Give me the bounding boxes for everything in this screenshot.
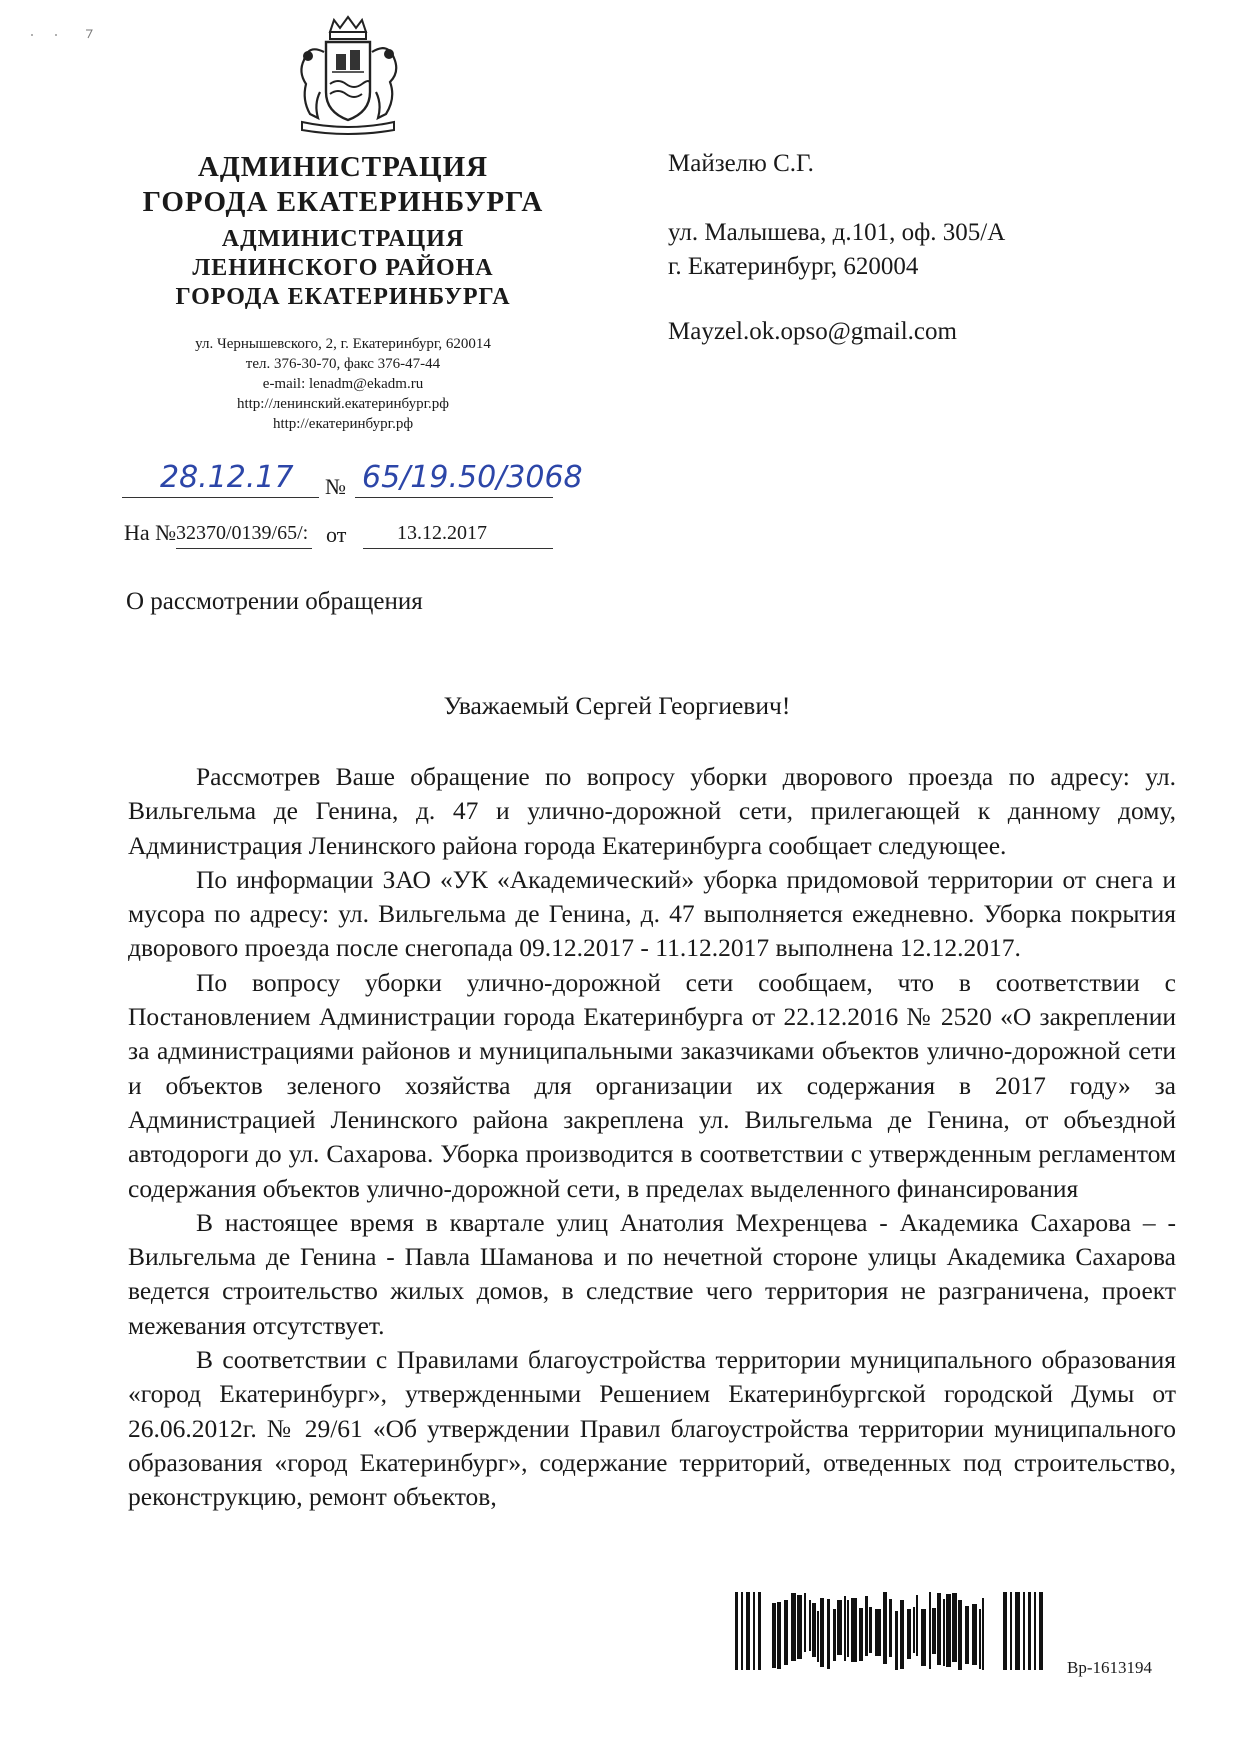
scan-mark <box>26 26 96 40</box>
body-paragraph-3: По вопросу уборки улично-дорожной сети сообщаем, что в соответствии с Постановлением Администрации города Екатеринбурга от 22.12.2016 № 2520 «О закреплении за администрациями районов и муниципальными заказчиками объектов улично-дорожной сети и объектов зеленого хозяйства для организации их содержания в 2017 году» за Администрацией Ленинского района закреплена ул. Вильгельма де Генина, от объездной автодороги до ул. Сахарова. Уборка производится в соответствии с утвержденным регламентом содержания объектов улично-дорожной сети, в пределах выделенного финансирования <box>128 967 1176 1203</box>
addressee-name: Майзелю С.Г. <box>668 150 814 177</box>
contact-email: e-mail: lenadm@ekadm.ru <box>262 376 424 392</box>
reply-number-underline <box>176 548 312 549</box>
date-underline <box>122 497 319 498</box>
org-sub-line-1: АДМИНИСТРАЦИЯ <box>221 226 465 252</box>
organization-name-district <box>108 225 578 312</box>
contact-phone: тел. 376-30-70, факс 376-47-44 <box>245 356 441 372</box>
letter-body <box>128 760 1176 1515</box>
letter-subject: О рассмотрении обращения <box>126 588 423 615</box>
contact-site-district: http://ленинский.екатеринбург.рф <box>236 396 450 412</box>
addressee-city: г. Екатеринбург, 620004 <box>668 253 919 280</box>
reply-prefix: На № <box>124 520 177 545</box>
body-paragraph-5: В соответствии с Правилами благоустройства территории муниципального образования «город Екатеринбург», утвержденными Решением Екатеринбургской городской Думы от 26.06.2012г. № 29/61 «Об утверждении Правил благоустройства территории муниципального образования «город Екатеринбург», содержание территорий, отведенных под строительство, реконструкцию, ремонт объектов, <box>128 1345 1176 1512</box>
contact-address: ул. Чернышевского, 2, г. Екатеринбург, 620014 <box>195 336 491 352</box>
city-coat-of-arms-icon <box>286 14 410 140</box>
body-paragraph-2: По информации ЗАО «УК «Академический» уборка придомовой территории от снега и мусора по адресу: ул. Вильгельма де Генина, д. 47 выполняется ежедневно. Уборка покрытия дворового проезда после снегопада 09.12.2017 - 11.12.2017 выполнена 12.12.2017. <box>128 864 1176 963</box>
organization-contacts <box>108 334 578 434</box>
outgoing-number: 65/19.50/3068 <box>362 460 583 495</box>
org-sub-line-3: ГОРОДА ЕКАТЕРИНБУРГА <box>175 284 511 310</box>
body-paragraph-1: Рассмотрев Ваше обращение по вопросу уборки дворового проезда по адресу: ул. Вильгельма де Генина, д. 47 и улично-дорожной сети, прилегающей к данному дому, Администрация Ленинского района города Екатеринбурга сообщает следующее. <box>128 762 1176 860</box>
document-barcode <box>735 1592 1057 1670</box>
reply-date-underline <box>363 548 553 549</box>
salutation: Уважаемый Сергей Георгиевич! <box>443 691 791 720</box>
number-sign: № <box>325 474 346 499</box>
addressee-email: Mayzel.ok.opso@gmail.com <box>668 318 957 345</box>
org-sub-line-2: ЛЕНИНСКОГО РАЙОНА <box>192 255 494 281</box>
addressee-street: ул. Малышева, д.101, оф. 305/А <box>668 219 1006 246</box>
org-main-line-1: АДМИНИСТРАЦИЯ <box>197 151 489 183</box>
org-main-line-2: ГОРОДА ЕКАТЕРИНБУРГА <box>142 186 544 218</box>
body-paragraph-4: В настоящее время в квартале улиц Анатолия Мехренцева - Академика Сахарова – - Вильгельма де Генина - Павла Шаманова и по нечетной стороне улицы Академика Сахарова ведется строительство жилых домов, в следствие чего территория не разграничена, проект межевания отсутствует. <box>128 1207 1176 1340</box>
outgoing-date: 28.12.17 <box>160 460 294 495</box>
reply-number: 32370/0139/65/: <box>176 522 309 544</box>
barcode-number: Вр-1613194 <box>1067 1658 1152 1677</box>
number-underline <box>355 497 553 498</box>
reply-date: 13.12.2017 <box>397 522 487 544</box>
reply-from: от <box>326 522 347 547</box>
contact-site-city: http://екатеринбург.рф <box>272 416 414 432</box>
organization-name-main <box>108 150 578 220</box>
